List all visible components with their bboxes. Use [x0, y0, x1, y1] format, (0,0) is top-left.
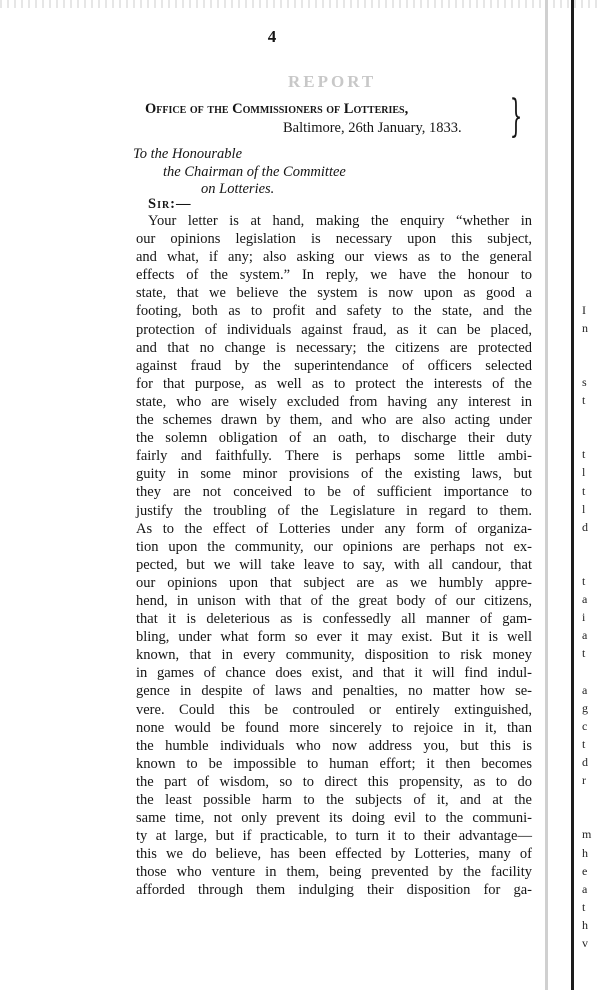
body-line: our opinions upon that subject are as we humbly appre-	[136, 574, 532, 591]
body-line: state, who are wisely excluded from having any interest in	[136, 393, 532, 410]
margin-fragment: e	[582, 863, 588, 878]
margin-fragment: t	[582, 899, 586, 914]
salutation	[133, 146, 346, 199]
page-fold-shadow	[545, 0, 548, 990]
margin-fragment: l	[582, 465, 586, 480]
header-office-line: Office of the Commissioners of Lotteries,	[145, 101, 409, 117]
body-line: hend, in unison with that of the great body of our citizens,	[136, 592, 532, 609]
body-line: our opinions legislation is necessary upon this subject,	[136, 231, 532, 248]
header-brace: }	[509, 91, 523, 142]
body-line: and that no change is necessary; the citizens are protected	[136, 339, 532, 356]
body-line: bling, under what form so ever it may exist. But it is well	[136, 629, 532, 646]
page-number: 4	[267, 27, 277, 46]
header-place-date-line: Baltimore, 26th January, 1833.	[283, 120, 462, 136]
margin-fragment: h	[582, 917, 588, 932]
body-line: justify the troubling of the Legislature in regard to them.	[136, 502, 532, 519]
margin-fragment: n	[582, 320, 588, 335]
margin-fragment: d	[582, 519, 588, 534]
body-line: fairly and faithfully. There is perhaps some little ambi-	[136, 448, 532, 465]
body-line: ty at large, but if practicable, to turn it to their advantage—	[136, 828, 532, 845]
body-line: gence in despite of laws and penalties, no matter how se-	[136, 683, 532, 700]
body-line: state, that we believe the system is now upon as good a	[136, 285, 532, 302]
body-line: against fraud by the superintendance of officers selected	[136, 357, 532, 374]
margin-fragment: I	[582, 302, 586, 317]
margin-fragment: l	[582, 501, 586, 516]
margin-fragment: s	[582, 374, 587, 389]
body-line: they are not conceived to be of sufficient importance to	[136, 484, 532, 501]
body-line: that it is deleterious as is confessedly all manner of gam-	[136, 611, 532, 628]
margin-fragment: d	[582, 755, 588, 769]
body-line: the least possible harm to the subjects of it, and at the	[136, 792, 532, 808]
body-line: the schemes drawn by them, and who are also acting under	[136, 412, 532, 429]
margin-fragment: a	[582, 881, 588, 896]
body-line: protection of individuals against fraud, as it can be placed,	[136, 321, 532, 338]
body-line: those who venture in them, being prevented by the facility	[136, 864, 532, 881]
body-line: in games of chance does exist, and that it will find indul-	[136, 665, 532, 682]
greeting: Sir:—	[148, 196, 192, 212]
margin-fragment: a	[582, 592, 588, 607]
salutation-line: on Lotteries.	[201, 181, 275, 197]
letter-header	[145, 100, 505, 138]
letter-body	[136, 212, 532, 900]
body-line: tion upon the community, our opinions are perhaps not ex-	[136, 538, 532, 555]
margin-fragment: t	[582, 393, 586, 407]
body-line: footing, both as to profit and safety to the state, and the	[136, 303, 532, 320]
body-line: the humble individuals who now address you, but this is	[136, 737, 532, 754]
body-line: vere. Could this be controuled or entirely extinguished,	[136, 701, 532, 718]
body-line: As to the effect of Lotteries under any form of organiza-	[136, 520, 532, 537]
margin-fragment: v	[582, 936, 588, 950]
body-line: none would be found more sincerely to rejoice in it, than	[136, 719, 532, 736]
margin-fragment: r	[582, 773, 586, 788]
body-line: the part of wisdom, so to direct this propensity, as to do	[136, 773, 532, 790]
body-line: pected, but we will take leave to say, with all candour, that	[136, 556, 532, 573]
body-line: known to be impossible to human effort; it then becomes	[136, 755, 532, 772]
body-line: for that purpose, as well as to protect the interests of the	[136, 375, 532, 392]
salutation-line: the Chairman of the Committee	[163, 163, 346, 180]
body-line: afforded through them indulging their disposition for ga-	[136, 882, 532, 899]
margin-fragment: t	[582, 736, 586, 751]
margin-fragment: a	[582, 682, 588, 697]
margin-fragment: a	[582, 628, 588, 643]
margin-fragment: i	[582, 610, 586, 625]
margin-fragment: g	[582, 700, 588, 715]
margin-fragment: t	[582, 574, 586, 588]
body-line: the solemn obligation of an oath, to discharge their duty	[136, 430, 532, 447]
margin-fragment: c	[582, 718, 588, 733]
body-line: and what, if any; also asking our views as to the general	[136, 249, 532, 266]
salutation-line: To the Honourable	[133, 146, 243, 162]
adjacent-page-fragments	[582, 0, 600, 990]
margin-fragment: t	[582, 447, 586, 462]
body-line: effects of the system.” In reply, we have the honour to	[136, 267, 532, 284]
body-line: this we do believe, has been effected by Lotteries, many of	[136, 846, 532, 863]
body-line: same time, not only prevent its doing evil to the communi-	[136, 810, 532, 827]
margin-fragment: m	[582, 827, 592, 842]
body-line: known, that in every community, disposition to risk money	[136, 647, 532, 664]
bleed-through-text: REPORT	[288, 72, 377, 91]
page-fold-line	[571, 0, 574, 990]
margin-fragment: t	[582, 483, 586, 498]
scan-noise	[0, 0, 600, 8]
body-line: guity in some minor provisions of the existing laws, but	[136, 466, 532, 483]
margin-fragment: h	[582, 845, 588, 860]
margin-fragment: t	[582, 646, 586, 661]
body-line: Your letter is at hand, making the enquiry “whether in	[148, 213, 532, 229]
